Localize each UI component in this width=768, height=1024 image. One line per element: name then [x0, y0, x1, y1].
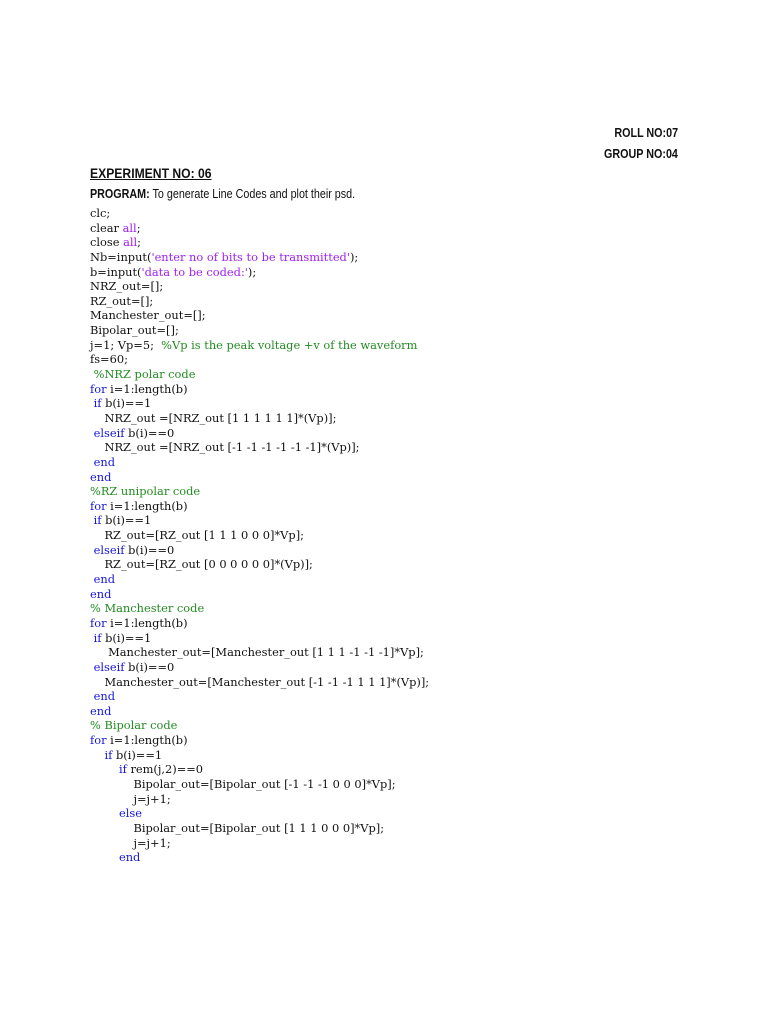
code-token: j=j+1;	[90, 835, 171, 850]
code-line	[90, 733, 429, 748]
code-token: i=1:length(b)	[106, 733, 188, 748]
code-token: if	[93, 513, 102, 528]
code-token: ;	[137, 235, 142, 250]
code-token: all	[122, 220, 137, 235]
code-token: j=1; Vp=5;	[90, 337, 162, 352]
code-token: b(i)==1	[101, 396, 152, 411]
roll-number: ROLL NO:07	[614, 126, 678, 140]
code-line	[90, 352, 429, 367]
code-token: NRZ_out =[NRZ_out [-1 -1 -1 -1 -1 -1]*(Vp)];	[90, 440, 360, 455]
code-token: 'enter no of bits to be transmitted'	[151, 249, 350, 264]
code-line	[90, 221, 429, 236]
code-token: fs=60;	[90, 352, 128, 367]
code-token: elseif	[93, 425, 125, 440]
code-line	[90, 411, 429, 426]
code-line	[90, 265, 429, 280]
experiment-title: EXPERIMENT NO: 06	[90, 166, 212, 181]
code-token: j=j+1;	[90, 791, 171, 806]
code-token: %RZ unipolar code	[90, 484, 201, 499]
code-token: close	[90, 235, 124, 250]
code-token: b(i)==0	[124, 659, 175, 674]
program-description	[90, 187, 355, 201]
code-token: clear	[90, 220, 123, 235]
code-token: Manchester_out=[];	[90, 308, 206, 323]
code-line	[90, 426, 429, 441]
code-line	[90, 572, 429, 587]
code-token: rem(j,2)==0	[126, 762, 204, 777]
code-line	[90, 850, 429, 865]
code-token: b(i)==0	[124, 425, 175, 440]
code-line	[90, 792, 429, 807]
code-line	[90, 806, 429, 821]
code-token: Bipolar_out=[Bipolar_out [1 1 1 0 0 0]*Vp];	[90, 820, 385, 835]
code-token: all	[123, 235, 138, 250]
code-token: % Manchester code	[90, 601, 205, 616]
code-token: b(i)==1	[101, 630, 152, 645]
code-token	[90, 748, 104, 762]
code-line	[90, 660, 429, 675]
code-token: elseif	[93, 659, 125, 674]
code-token: b(i)==0	[124, 542, 175, 557]
code-token: Bipolar_out=[];	[90, 323, 179, 338]
code-token: b(i)==1	[101, 513, 152, 528]
code-token: %NRZ polar code	[93, 367, 196, 382]
code-token: );	[349, 249, 359, 264]
code-token: Manchester_out=[Manchester_out [1 1 1 -1 -1 -1]*Vp];	[90, 645, 424, 660]
code-line	[90, 338, 429, 353]
code-token: );	[247, 264, 257, 279]
code-line	[90, 235, 429, 250]
code-line	[90, 440, 429, 455]
code-token: elseif	[93, 542, 125, 557]
code-line	[90, 762, 429, 777]
code-token: end	[93, 572, 115, 587]
code-line	[90, 528, 429, 543]
code-token: else	[118, 806, 142, 821]
code-line	[90, 294, 429, 309]
code-token: NRZ_out=[];	[90, 279, 164, 294]
code-line	[90, 704, 429, 719]
code-line	[90, 323, 429, 338]
code-line	[90, 645, 429, 660]
code-token: for	[90, 498, 107, 513]
code-token: ;	[136, 220, 141, 235]
code-line	[90, 821, 429, 836]
code-line	[90, 470, 429, 485]
code-line	[90, 587, 429, 602]
code-token: % Bipolar code	[90, 718, 178, 733]
code-line	[90, 396, 429, 411]
program-label: PROGRAM:	[90, 187, 150, 201]
code-token: 'data to be coded:'	[141, 264, 248, 279]
code-token: Manchester_out=[Manchester_out [-1 -1 -1 1 1 1]*(Vp)];	[90, 674, 430, 689]
code-line	[90, 543, 429, 558]
code-token: if	[93, 396, 102, 411]
code-token: end	[93, 689, 115, 704]
code-line	[90, 601, 429, 616]
code-token: i=1:length(b)	[106, 498, 188, 513]
code-token: i=1:length(b)	[106, 615, 188, 630]
code-token: RZ_out=[RZ_out [0 0 0 0 0 0]*(Vp)];	[90, 557, 313, 572]
code-line	[90, 748, 429, 763]
code-line	[90, 513, 429, 528]
code-token: NRZ_out =[NRZ_out [1 1 1 1 1 1]*(Vp)];	[90, 410, 337, 425]
code-token: for	[90, 615, 107, 630]
code-line	[90, 631, 429, 646]
group-number: GROUP NO:04	[604, 147, 678, 161]
code-token: end	[90, 703, 112, 718]
code-token: if	[104, 747, 113, 762]
code-line	[90, 279, 429, 294]
code-line	[90, 718, 429, 733]
code-line	[90, 836, 429, 851]
code-line	[90, 250, 429, 265]
code-token: b=input(	[90, 264, 142, 279]
code-line	[90, 616, 429, 631]
code-line	[90, 557, 429, 572]
code-line	[90, 382, 429, 397]
code-token: end	[90, 586, 112, 601]
code-token: RZ_out=[];	[90, 293, 154, 308]
code-token: end	[118, 850, 141, 865]
code-token: end	[90, 469, 112, 484]
code-token: if	[118, 762, 127, 777]
code-line	[90, 455, 429, 470]
code-token: b(i)==1	[112, 747, 163, 762]
code-token	[90, 850, 119, 864]
code-token: %Vp is the peak voltage +v of the waveform	[161, 337, 418, 352]
code-token: Nb=input(	[90, 249, 152, 264]
code-token: Bipolar_out=[Bipolar_out [-1 -1 -1 0 0 0]*Vp];	[90, 776, 396, 791]
code-listing	[90, 206, 429, 865]
code-token: for	[90, 381, 107, 396]
program-text: To generate Line Codes and plot their psd.	[149, 187, 356, 201]
code-token	[90, 762, 119, 776]
code-token	[90, 806, 119, 820]
code-token: i=1:length(b)	[106, 381, 188, 396]
code-token: clc;	[90, 206, 111, 220]
code-line	[90, 367, 429, 382]
code-token: RZ_out=[RZ_out [1 1 1 0 0 0]*Vp];	[90, 528, 304, 543]
code-line	[90, 777, 429, 792]
code-token: end	[93, 454, 115, 469]
code-line	[90, 689, 429, 704]
code-line	[90, 499, 429, 514]
code-token: for	[90, 733, 107, 748]
code-line	[90, 206, 429, 221]
code-token: if	[93, 630, 102, 645]
code-line	[90, 484, 429, 499]
code-line	[90, 675, 429, 690]
code-line	[90, 308, 429, 323]
